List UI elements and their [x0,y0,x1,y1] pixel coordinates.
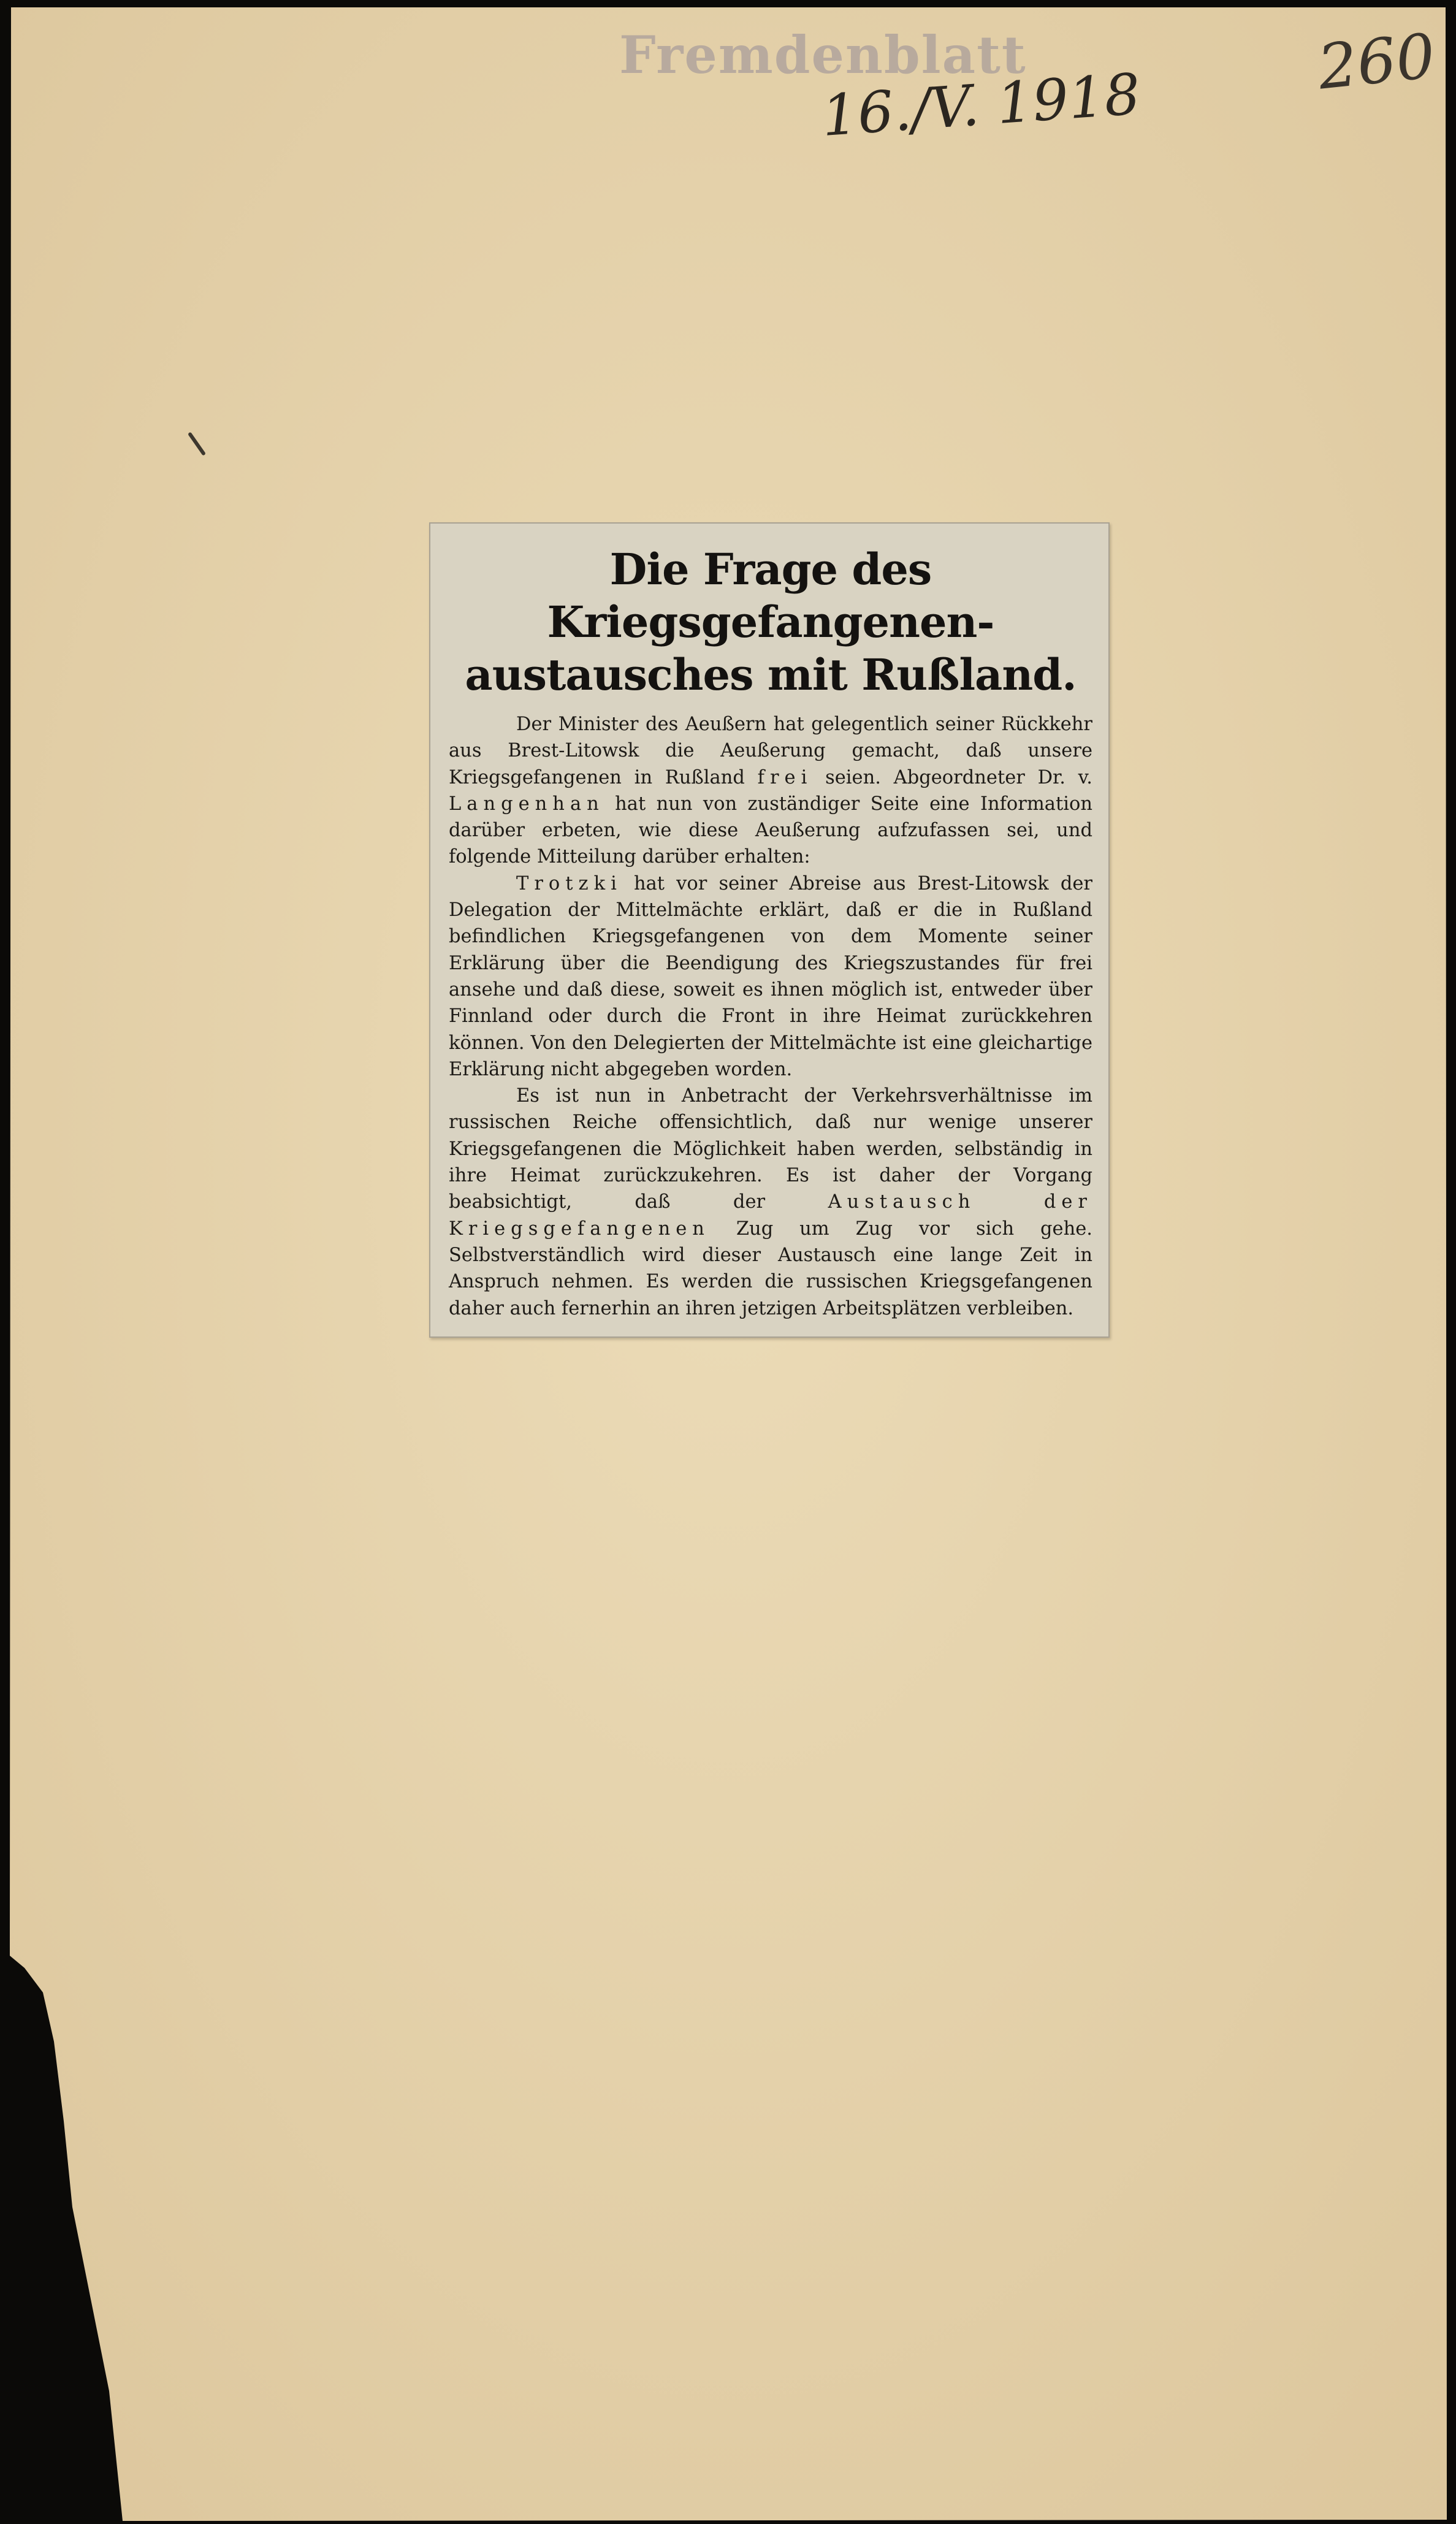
paragraph-2 [449,871,1092,1083]
p1-text-a: Der Minister des Aeußern hat gelegentlich seiner Rückkehr aus Brest-Litowsk die Aeußerung gemacht, daß unsere Kriegsgefangenen in Rußland [449,714,1092,788]
p2-text: hat vor seiner Abreise aus Brest-Litowsk der Delegation der Mittelmächte erklärt, daß er die in Rußland befindlichen Kriegsgefangenen von dem Momente seiner Erklärung über die Beendigung des Kriegszustandes für frei ansehe und daß diese, soweit es ihnen möglich ist, entweder über Finnland oder durch die Front in ihre Heimat zurückkehren können. Von den Delegierten der Mittelmächte ist eine gleichartige Erklärung nicht abgegeben worden. [449,872,1092,1080]
p1-emphasis-name: Langenhan [449,793,604,815]
paragraph-3 [449,1083,1092,1322]
folio-number: 260 [1314,20,1439,104]
p3-emphasis: Austausch der Kriegsgefangenen [449,1191,1092,1240]
headline-line-1: Die Frage des Kriegsgefangenen- [547,544,994,647]
p1-text-b: seien. Abgeordneter Dr. v. [812,766,1092,788]
p3-text-b: Zug um Zug vor sich gehe. Selbstverständlich wird dieser Austausch eine lange Zeit in Anspruch nehmen. Es werden die russischen Kriegsgefangenen daher auch fernerhin an ihren jetzigen Arbeitsplätzen verbleiben. [449,1218,1092,1319]
p3-text-a: Es ist nun in Anbetracht der Verkehrsverhältnisse im russischen Reiche offensichtlich, daß nur wenige unserer Kriegsgefangenen die Möglichkeit haben werden, selbständig in ihre Heimat zurückzukehren. Es ist daher der Vorgang beabsichtigt, daß der [449,1085,1092,1213]
paragraph-1 [449,711,1092,871]
article-body [449,711,1092,1322]
p1-text-c: hat nun von zuständiger Seite eine Information darüber erbeten, wie diese Aeußerung aufzufassen sei, und folgende Mitteilung darüber erhalten: [449,793,1092,868]
p1-emphasis-frei: frei [757,766,813,788]
headline-line-2: austausches mit Rußland. [465,649,1077,700]
article-headline [449,543,1092,701]
handwritten-date: 16./V. 1918 [819,61,1143,150]
newspaper-stamp: Fremdenblatt [619,25,1027,85]
p2-emphasis-name: Trotzki [516,872,622,894]
newspaper-clipping [429,522,1110,1338]
